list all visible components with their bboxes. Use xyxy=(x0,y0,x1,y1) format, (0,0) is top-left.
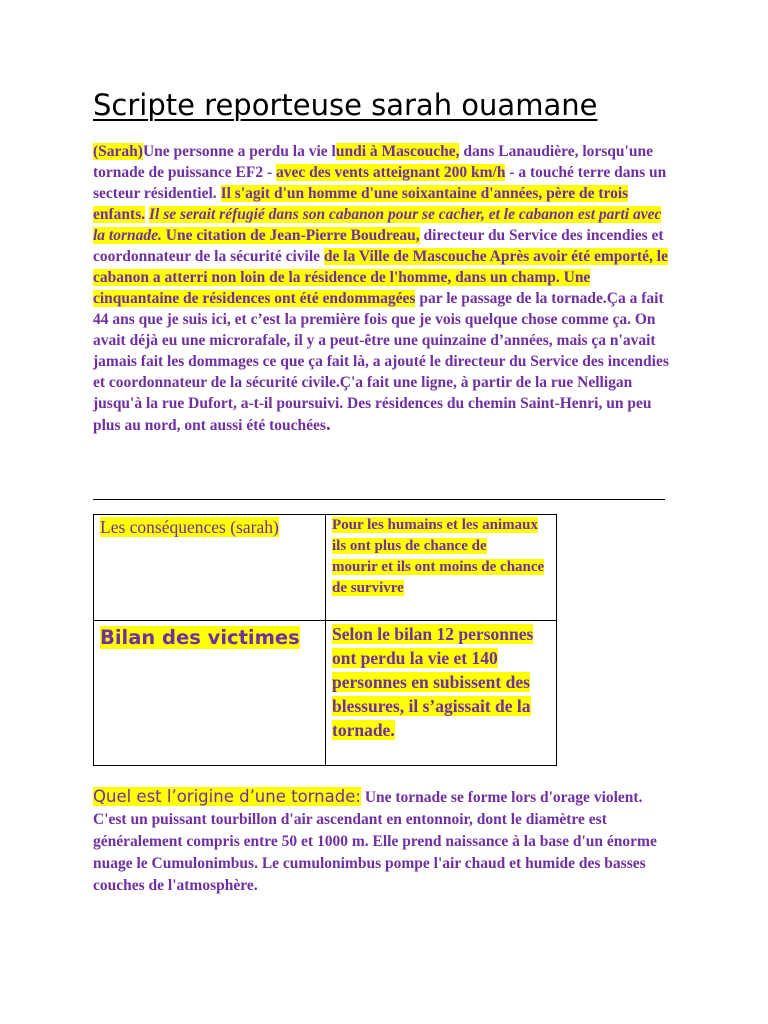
intro-text: dans Lanaudière, lorsqu'une tornade de puissance EF2 - xyxy=(93,143,653,181)
intro-highlight: avec des vents atteignant 200 km/h xyxy=(276,164,506,181)
speaker-tag: (Sarah) xyxy=(93,143,143,160)
intro-paragraph xyxy=(93,141,675,436)
intro-highlight: de la Ville de Mascouche Après avoir été emporté, le cabanon a atterri non loin de la résidence de l'homme, dans un champ. Une cinquantaine de résidences ont été endommagées xyxy=(93,248,668,307)
intro-text: Une personne a perdu la vie l xyxy=(142,143,336,160)
table-cell xyxy=(326,515,557,621)
document-title: Scripte reporteuse sarah ouamane xyxy=(93,88,598,122)
table-cell xyxy=(94,515,326,621)
horizontal-rule xyxy=(93,499,665,500)
intro-text: directeur du Service des incendies et coordonnateur de la sécurité civile xyxy=(93,227,664,265)
origin-paragraph xyxy=(93,786,665,897)
table-row xyxy=(94,515,557,621)
origin-question: Quel est l’origine d’une tornade: xyxy=(93,787,361,806)
intro-highlight-italic: Il se serait réfugié dans son cabanon pour se cacher, et le cabanon est parti avec la tornade. xyxy=(93,206,662,244)
info-table xyxy=(93,514,557,766)
intro-end-period: . xyxy=(325,414,331,435)
consequences-label: Les conséquences (sarah) xyxy=(100,517,279,537)
table-cell xyxy=(326,621,557,766)
victims-text: Selon le bilan 12 personnes ont perdu la vie et 140 personnes en subissent des blessures, il s’agissait de la tornade. xyxy=(332,624,534,740)
consequences-text: Pour les humains et les animaux ils ont plus de chance de xyxy=(332,517,538,554)
victims-label: Bilan des victimes xyxy=(100,626,300,649)
quote-attribution: Une citation de Jean-Pierre Boudreau, xyxy=(161,227,420,244)
table-row xyxy=(94,621,557,766)
intro-text: - a touché terre dans un secteur résidentiel. xyxy=(93,164,667,202)
table-cell xyxy=(94,621,326,766)
consequences-text: mourir et ils ont moins de chance de survivre xyxy=(332,559,545,596)
intro-highlight: Il s'agit d'un homme d'une soixantaine d'années, père de trois enfants. xyxy=(93,185,629,223)
intro-text: par le passage de la tornade.Ça a fait 44 ans que je suis ici, et c’est la première fois que je vois quelque chose comme ça. On avait déjà eu une microrafale, il y a peut-être une quinzaine d’années, mais ça n'avait jamais fait les dommages ce que ça fait là, a ajouté le directeur du Service des incendies et coordonnateur de la sécurité civile.Ç'a fait une ligne, à partir de la rue Nelligan jusqu'à la rue Dufort, a-t-il poursuivi. Des résidences du chemin Saint-Henri, un peu plus au nord, ont aussi été touchées xyxy=(93,290,669,434)
origin-answer: Une tornade se forme lors d'orage violent. C'est un puissant tourbillon d'air ascendant en entonnoir, dont le diamètre est généralement compris entre 50 et 1000 m. Elle prend naissance à la base d'un énorme nuage le Cumulonimbus. Le cumulonimbus pompe l'air chaud et humide des basses couches de l'atmosphère. xyxy=(93,789,657,894)
intro-highlight: undi à Mascouche, xyxy=(335,143,460,160)
